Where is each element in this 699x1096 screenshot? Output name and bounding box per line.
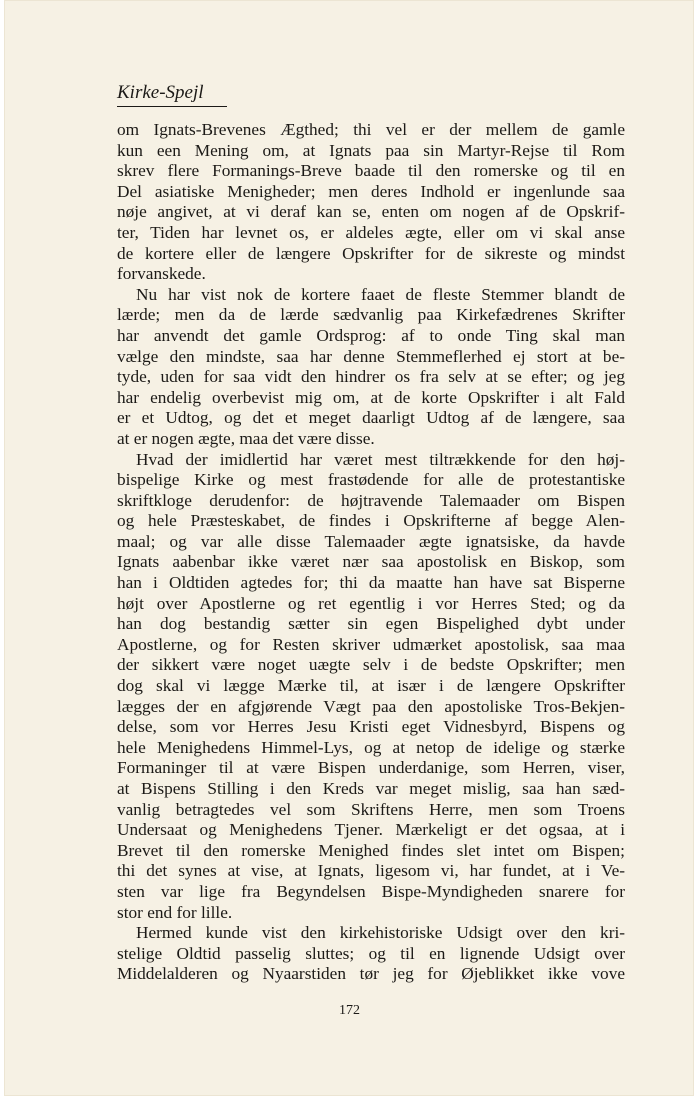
text-line: vanlig betragtedes vel som Skriftens Herre, men som Troens [117, 799, 625, 819]
text-line: stor end for lille. [117, 902, 233, 922]
text-line: han dog bestandig sætter sin egen Bispelighed dybt under [117, 614, 625, 634]
text-line: Apostlerne, og for Resten skriver udmærket apostolisk, saa maa [117, 634, 625, 654]
text-line: Nu har vist nok de kortere faaet de fleste Stemmer blandt de [136, 284, 625, 304]
text-line: skrev flere Formanings-Breve baade til den romerske og til en [117, 161, 625, 181]
text-line: højt over Apostlerne og ret egentlig i vor Herres Sted; og da [117, 593, 625, 613]
text-line: Brevet til den romerske Menighed findes slet intet om Bispen; [117, 840, 625, 860]
text-line: bispelige Kirke og mest frastødende for alle de protestantiske [117, 470, 625, 490]
text-line: nøje angivet, at vi deraf kan se, enten om nogen af de Opskrif- [117, 202, 625, 222]
running-head: Kirke-Spejl [117, 82, 227, 107]
text-line: lærde; men da de lærde sædvanlig paa Kirkefædrenes Skrifter [117, 305, 625, 325]
text-line: han i Oldtiden agtedes for; thi da maatte han have sat Bisperne [117, 573, 625, 593]
text-line: de kortere eller de længere Opskrifter for de sikreste og mindst [117, 243, 625, 263]
text-line: maal; og var alle disse Talemaader ægte ignatsiske, da havde [117, 531, 625, 551]
text-line: Middelalderen og Nyaarstiden tør jeg for Øjeblikket ikke vove [117, 964, 625, 984]
text-line: tyde, uden for saa vidt den hindrer os fra selv at se efter; og jeg [117, 367, 625, 387]
text-line: Undersaat og Menighedens Tjener. Mærkeligt er det ogsaa, at i [117, 820, 625, 840]
text-line: har anvendt det gamle Ordsprog: af to onde Ting skal man [117, 325, 625, 345]
text-line: Hermed kunde vist den kirkehistoriske Udsigt over den kri- [136, 923, 625, 943]
text-line: forvanskede. [117, 264, 206, 284]
text-line: Ignats aabenbar ikke været nær saa apostolisk en Biskop, som [117, 552, 625, 572]
text-line: Hvad der imidlertid har været mest tiltrækkende for den høj- [136, 449, 625, 469]
text-line: og hele Præsteskabet, de findes i Opskrifterne af begge Alen- [117, 511, 625, 531]
text-line: lægges der en afgjørende Vægt paa den apostoliske Tros-Bekjen- [117, 696, 625, 716]
book-page [4, 0, 694, 1096]
text-line: thi det synes at vise, at Ignats, ligesom vi, har fundet, at i Ve- [117, 861, 625, 881]
text-line: om Ignats-Brevenes Ægthed; thi vel er der mellem de gamle [117, 120, 625, 139]
body-text [117, 120, 625, 985]
page-number: 172 [339, 1003, 360, 1018]
text-line: Del asiatiske Menigheder; men deres Indhold er ingenlunde saa [117, 181, 625, 201]
text-line: skriftkloge derudenfor: de højtravende Talemaader om Bispen [117, 490, 625, 510]
text-line: kun een Mening om, at Ignats paa sin Martyr-Rejse til Rom [117, 140, 625, 160]
text-line: Formaninger til at være Bispen underdanige, som Herren, viser, [117, 758, 625, 778]
text-line: hele Menighedens Himmel-Lys, og at netop de idelige og stærke [117, 737, 625, 757]
text-line: der sikkert være noget uægte selv i de bedste Opskrifter; men [117, 655, 625, 675]
text-line: at er nogen ægte, maa det være disse. [117, 428, 375, 448]
text-line: er et Udtog, og det et meget daarligt Udtog af de længere, saa [117, 408, 625, 428]
text-line: delse, som vor Herres Jesu Kristi eget Vidnesbyrd, Bispens og [117, 717, 625, 737]
text-line: dog skal vi lægge Mærke til, at især i de længere Opskrifter [117, 676, 625, 696]
text-line: har endelig overbevist mig om, at de korte Opskrifter i alt Fald [117, 387, 625, 407]
text-line: at Bispens Stilling i den Kreds var meget mislig, saa han sæd- [117, 779, 625, 798]
text-line: sten var lige fra Begyndelsen Bispe-Myndigheden snarere for [117, 881, 625, 901]
text-line: ter, Tiden har levnet os, er aldeles ægte, eller om vi skal anse [117, 222, 625, 242]
text-line: vælge den mindste, saa har denne Stemmeflerhed ej stort at be- [117, 346, 625, 366]
text-line: stelige Oldtid passelig sluttes; og til en lignende Udsigt over [117, 943, 625, 963]
